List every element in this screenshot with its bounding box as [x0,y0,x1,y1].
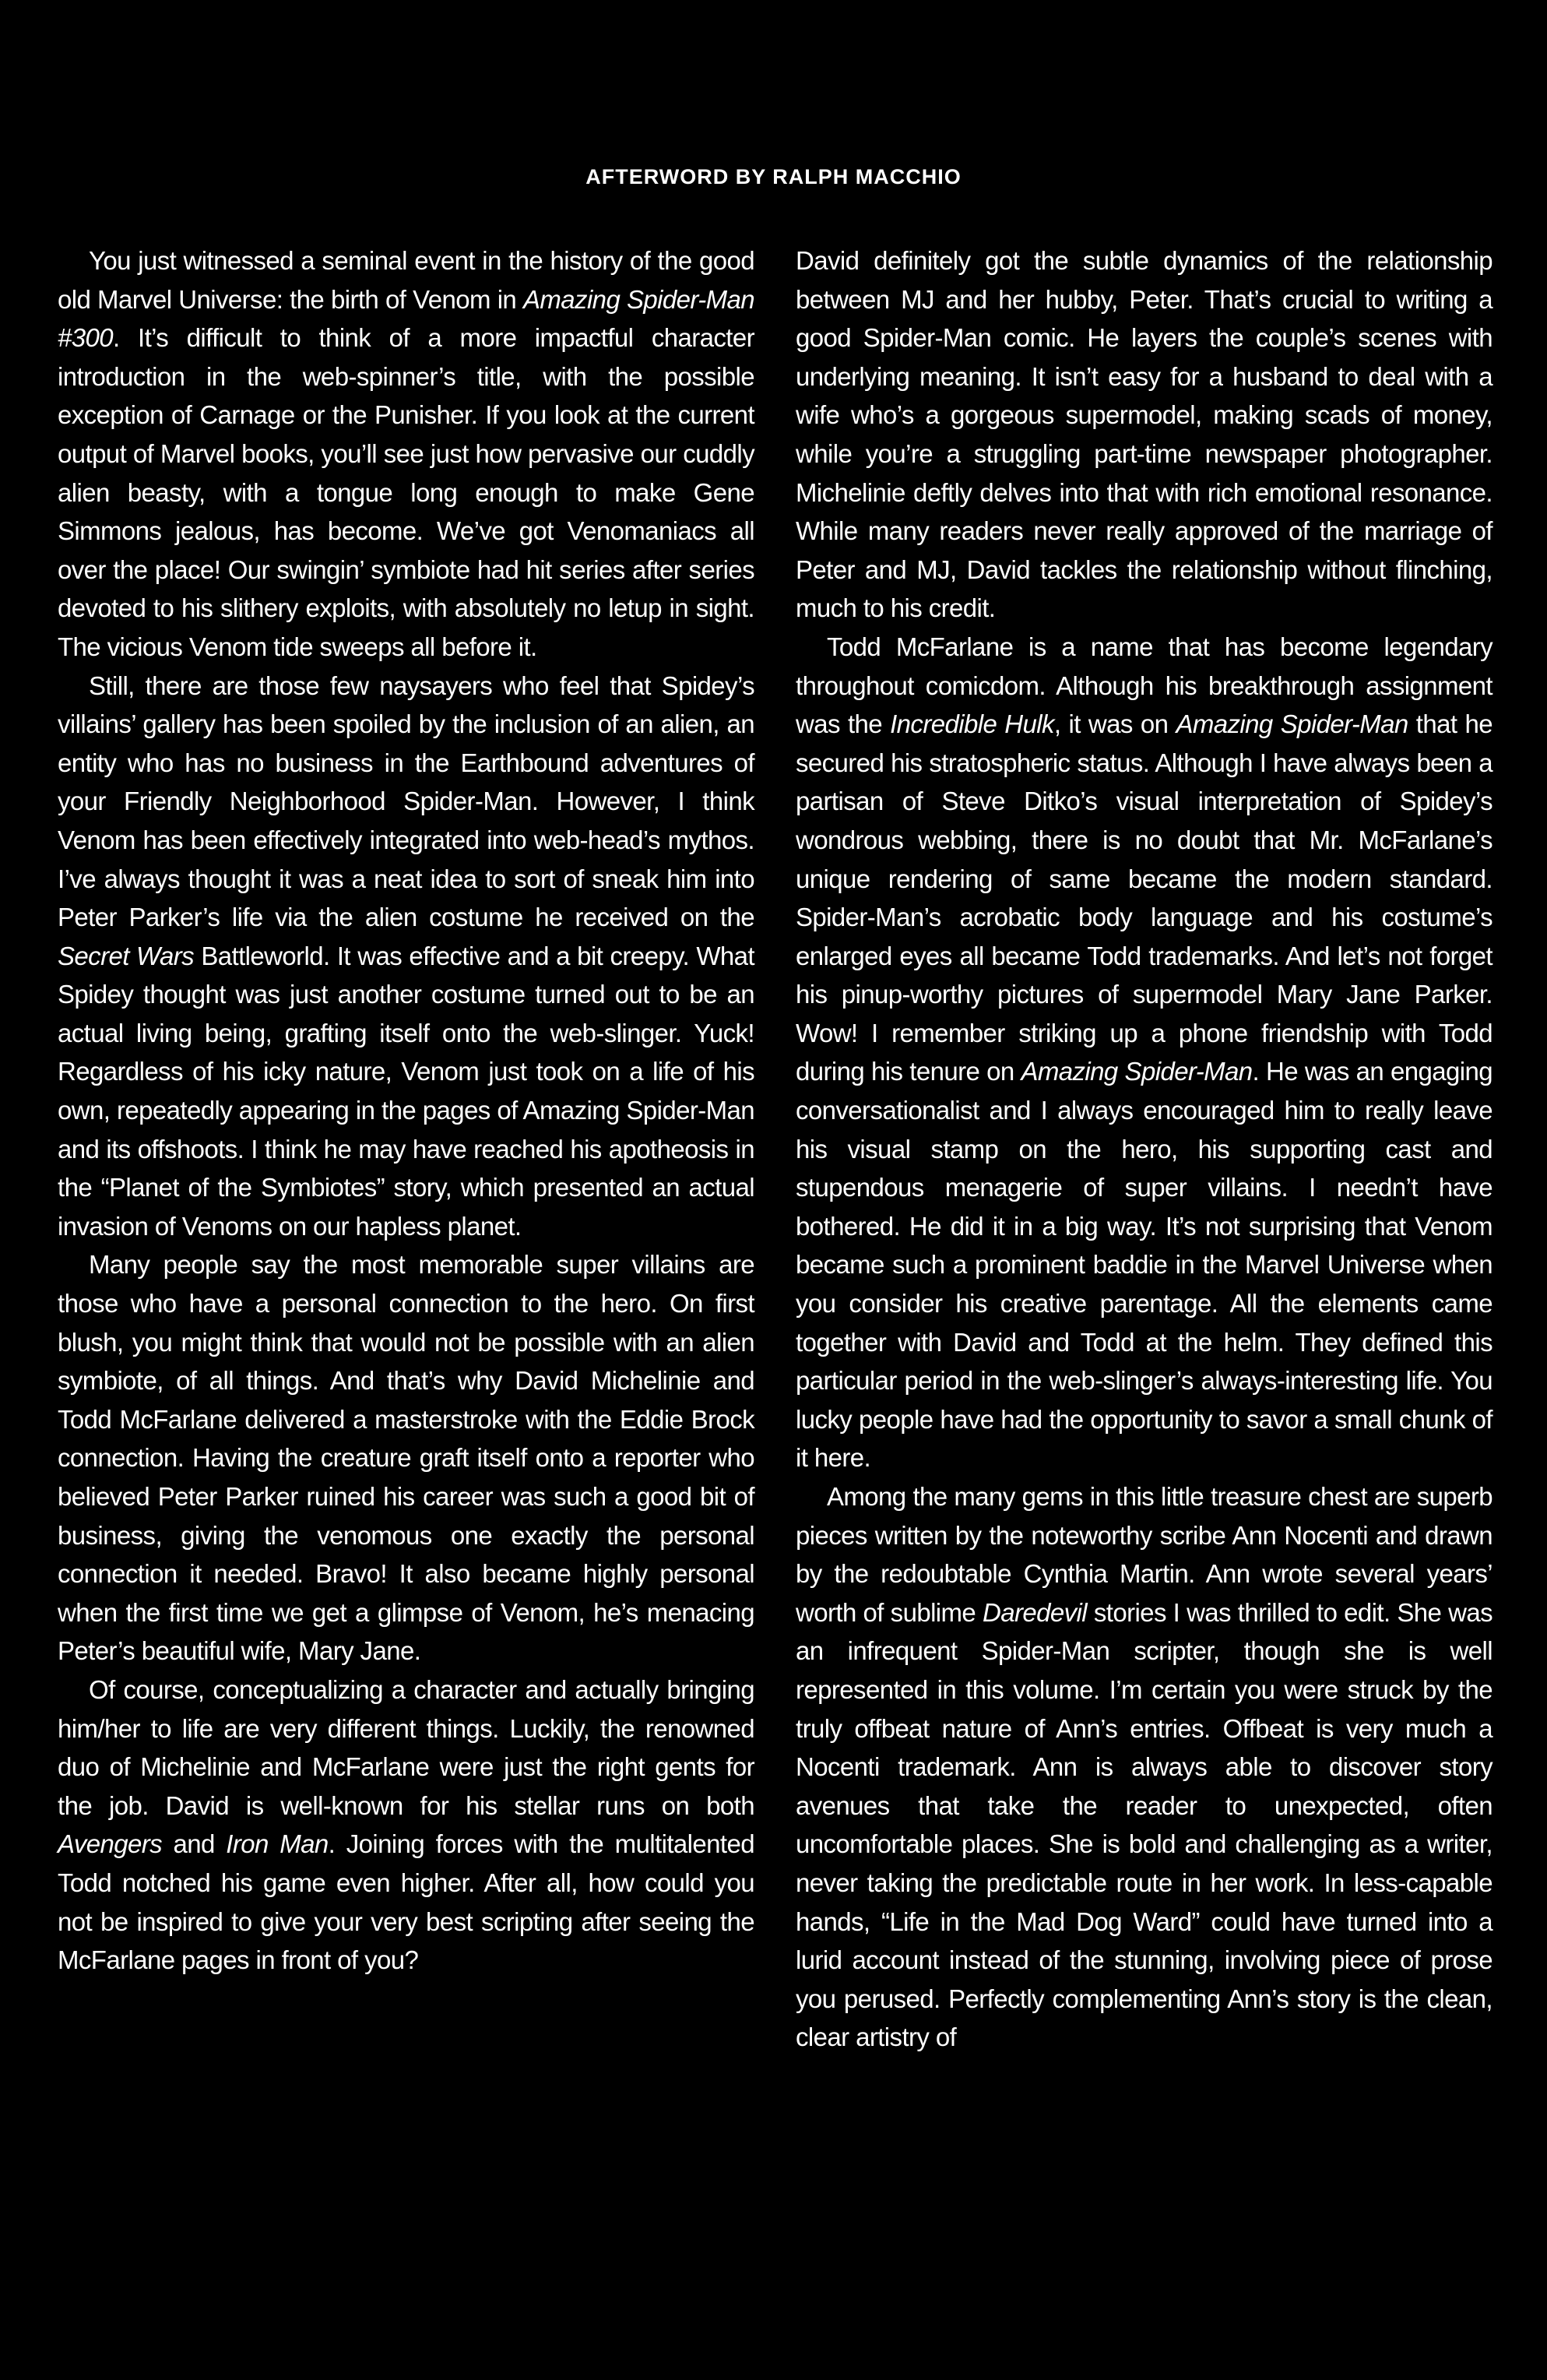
paragraph [796,628,1493,1477]
paragraph-text: Still, there are those few naysayers who feel that Spidey’s villains’ gallery has been spoiled by the inclusion of an alien, an entity who has no business in the Earthbound adventures of your Friendly Neighborhood Spider-Man. However, I think Venom has been effectively integrated into web-head’s mythos. I’ve always thought it was a neat idea to sort of sneak him into Peter Parker’s life via the alien costume he received on the [58,671,754,932]
paragraph-text: that he secured his stratospheric status. Although I have always been a partisan of Steve Ditko’s visual interpretation of Spidey’s wondrous webbing, there is no doubt that Mr. McFarlane’s unique rendering of same became the modern standard. Spider-Man’s acrobatic body language and his costume’s enlarged eyes all became Todd trademarks. And let’s not forget his pinup-worthy pictures of supermodel Mary Jane Parker. Wow! I remember striking up a phone friendship with Todd during his tenure on [796,709,1493,1086]
italic-title-text: Amazing Spider-Man [1176,709,1408,739]
paragraph-text: stories I was thrilled to edit. She was an infrequent Spider-Man scripter, though she is well represented in this volume. I’m certain you were struck by the truly offbeat nature of Ann’s entries. Offbeat is very much a Nocenti trademark. Ann is always able to discover story avenues that take the reader to unexpected, often uncomfortable places. She is bold and challenging as a writer, never taking the predictable route in her work. In less-capable hands, “Life in the Mad Dog Ward” could have turned into a lurid account instead of the stunning, involving piece of prose you perused. Perfectly complementing Ann’s story is the clean, clear artistry of [796,1597,1493,2052]
italic-title-text: Daredevil [983,1597,1088,1627]
paragraph [796,241,1493,628]
paragraph-text: Many people say the most memorable super villains are those who have a personal connection to the hero. On first blush, you might think that would not be possible with an alien symbiote, of all things. And that’s why David Michelinie and Todd McFarlane delivered a masterstroke with the Eddie Brock connection. Having the creature graft itself onto a reporter who believed Peter Parker ruined his career was such a good bit of business, giving the venomous one exactly the personal connection it needed. Bravo! It also became highly personal when the first time we get a glimpse of Venom, he’s menacing Peter’s beautiful wife, Mary Jane. [58,1250,754,1666]
italic-title-text: Iron Man [226,1829,329,1859]
italic-title-text: Amazing Spider-Man [1021,1057,1253,1086]
italic-title-text: Secret Wars [58,941,195,970]
paragraph-text: Among the many gems in this little treasure chest are superb pieces written by the noteworthy scribe Ann Nocenti and drawn by the redoubtable Cynthia Martin. Ann wrote several years’ worth of sublime [796,1482,1493,1627]
paragraph [796,1477,1493,2057]
paragraph [58,1671,754,1980]
paragraph-text: . Joining forces with the multitalented Todd notched his game even higher. After all, how could you not be inspired to give your very best scripting after seeing the McFarlane pages in front of you? [58,1829,754,1975]
italic-title-text: Avengers [58,1829,163,1859]
italic-title-text: Amazing Spider-Man #300 [58,284,754,353]
paragraph-text: Todd McFarlane is a name that has become legendary throughout comicdom. Although his breakthrough assignment was the [796,632,1493,739]
right-text-column [796,241,1493,2057]
paragraph-text: David definitely got the subtle dynamics of the relationship between MJ and her hubby, Peter. That’s crucial to writing a good Spider-Man comic. He layers the couple’s scenes with underlying meaning. It isn’t easy for a husband to deal with a wife who’s a gorgeous supermodel, making scads of money, while you’re a struggling part-time newspaper photographer. Michelinie deftly delves into that with rich emotional resonance. While many readers never really approved of the marriage of Peter and MJ, David tackles the relationship without flinching, much to his credit. [796,246,1493,623]
paragraph-text: You just witnessed a seminal event in the history of the good old Marvel Universe: the birth of Venom in [58,246,754,314]
page-title: AFTERWORD BY RALPH MACCHIO [585,165,962,188]
paragraph [58,667,754,1246]
paragraph [58,241,754,667]
paragraph-text: . He was an engaging conversationalist and I always encouraged him to really leave his visual stamp on the hero, his supporting cast and stupendous menagerie of super villains. I needn’t have bothered. He did it in a big way. It’s not surprising that Venom became such a prominent baddie in the Marvel Universe when you consider his creative parentage. All the elements came together with David and Todd at the helm. They defined this particular period in the web-slinger’s always-interesting life. You lucky people have had the opportunity to savor a small chunk of it here. [796,1057,1493,1473]
paragraph-text: Of course, conceptualizing a character and actually bringing him/her to life are very different things. Luckily, the renowned duo of Michelinie and McFarlane were just the right gents for the job. David is well-known for his stellar runs on both [58,1674,754,1820]
paragraph-text: and [162,1829,227,1859]
paragraph [58,1245,754,1671]
paragraph-text: Battleworld. It was effective and a bit creepy. What Spidey thought was just another costume turned out to be an actual living being, grafting itself onto the web-slinger. Yuck! Regardless of his icky nature, Venom just took on a life of his own, repeatedly appearing in the pages of Amazing Spider-Man and its offshoots. I think he may have reached his apotheosis in the “Planet of the Symbiotes” story, which presented an actual invasion of Venoms on our hapless planet. [58,941,754,1241]
paragraph-text: . It’s difficult to think of a more impactful character introduction in the web-spinner’s title, with the possible exception of Carnage or the Punisher. If you look at the current output of Marvel books, you’ll see just how pervasive our cuddly alien beasty, with a tongue long enough to make Gene Simmons jealous, has become. We’ve got Venomaniacs all over the place! Our swingin’ symbiote had hit series after series devoted to his slithery exploits, with absolutely no letup in sight. The vicious Venom tide sweeps all before it. [58,323,754,661]
left-text-column [58,241,754,1980]
paragraph-text: , it was on [1053,709,1176,739]
italic-title-text: Incredible Hulk [890,709,1054,739]
